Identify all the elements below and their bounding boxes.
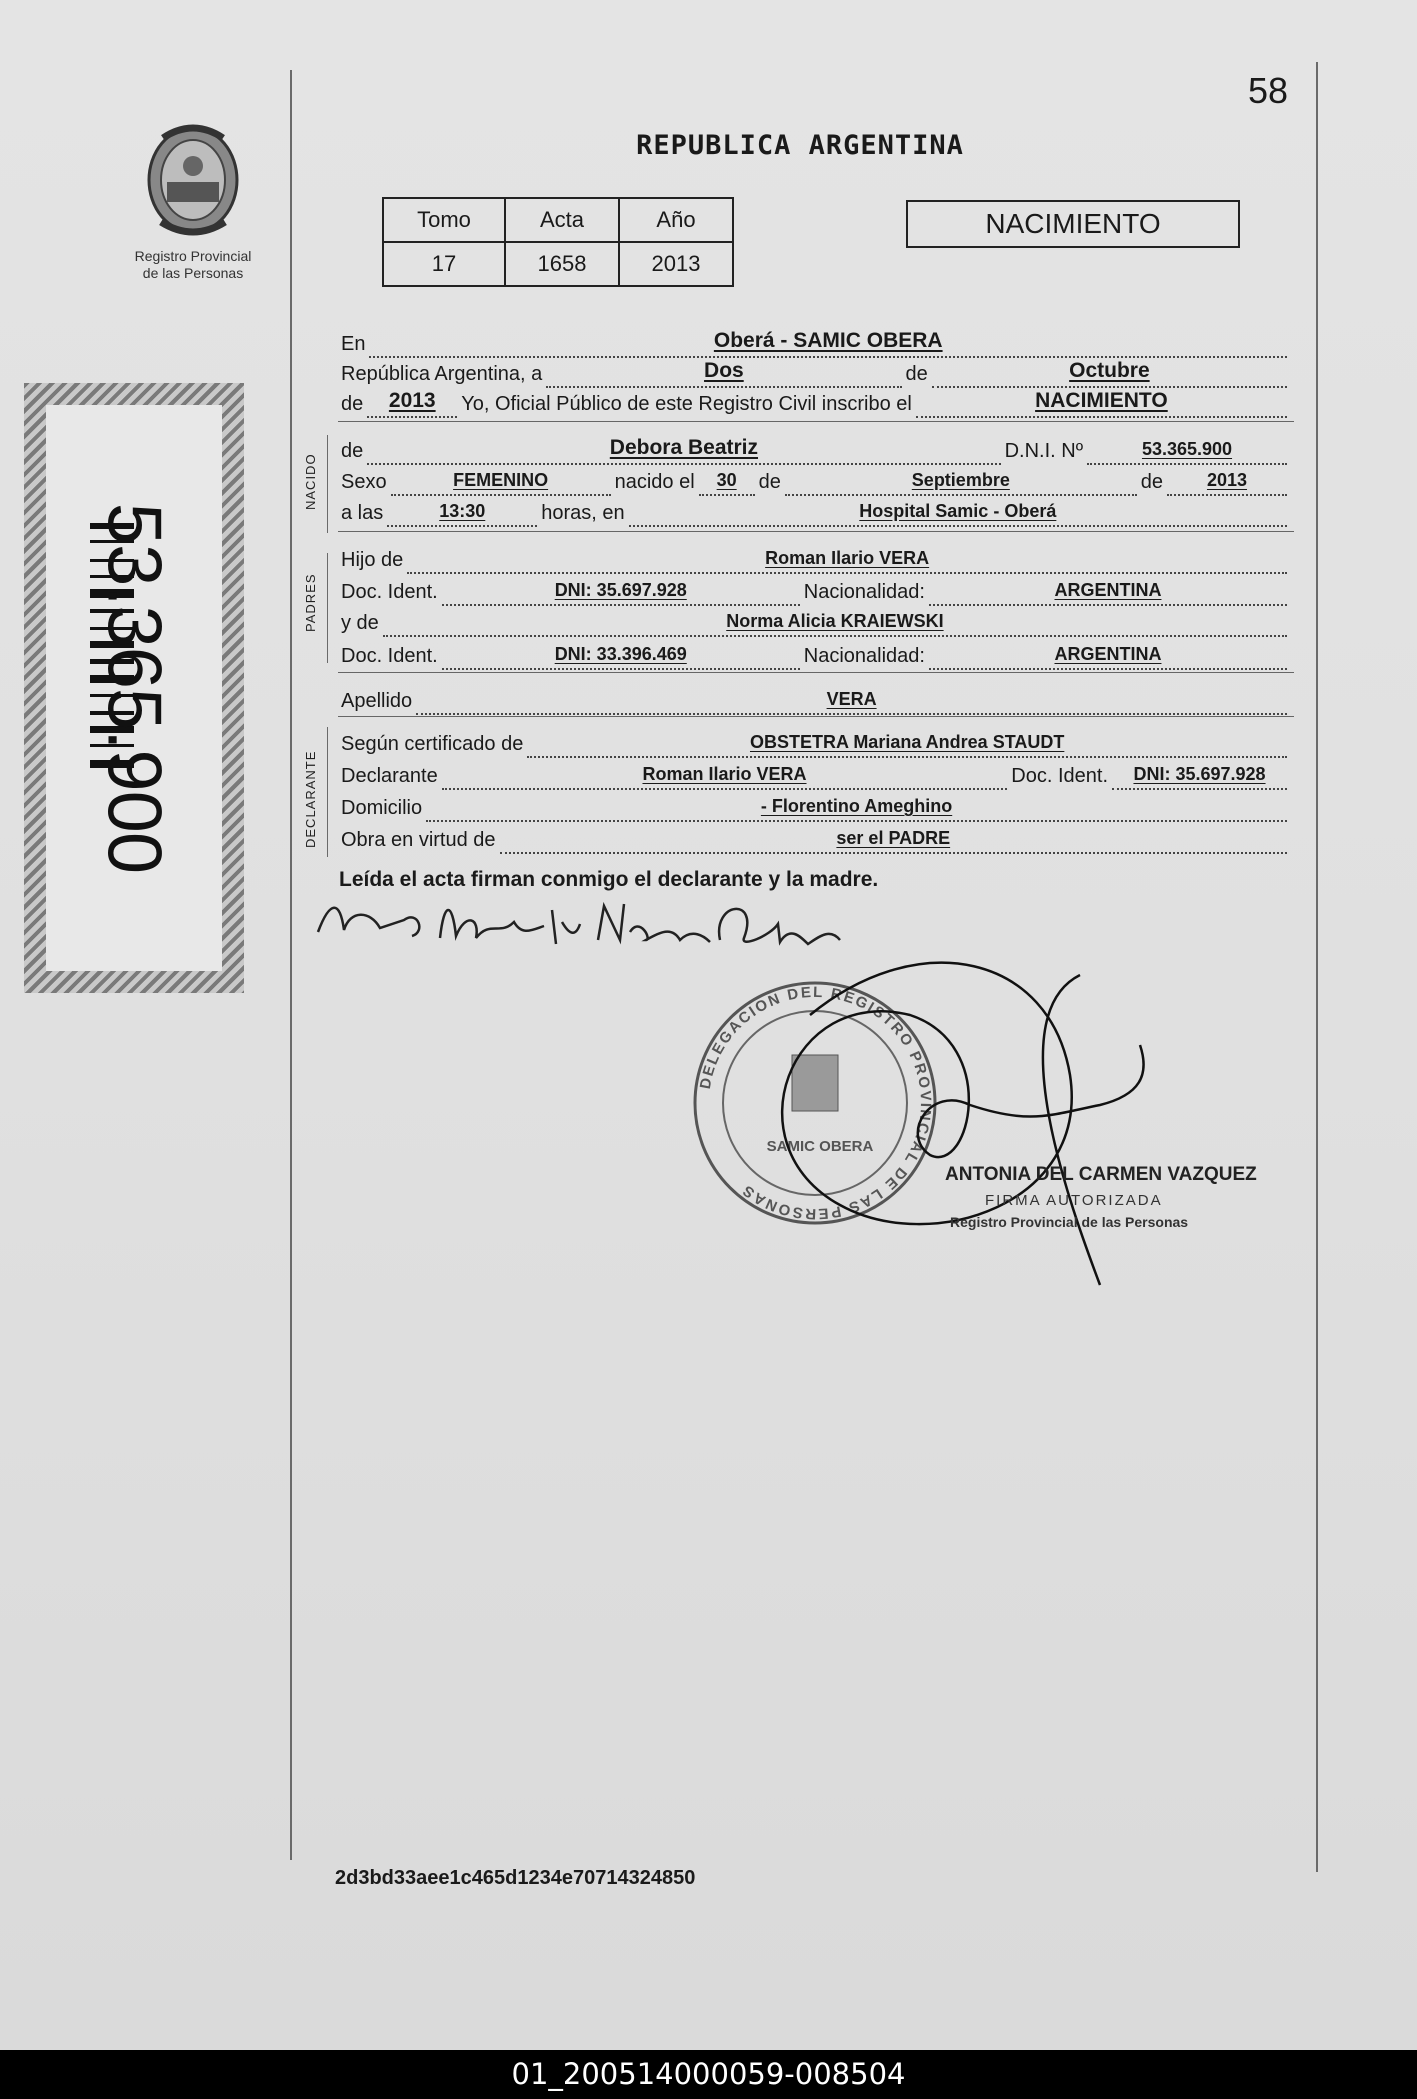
value-birth-month: Septiembre [911, 470, 1010, 490]
official-signature [782, 963, 1143, 1285]
label-republica: República Argentina, a [341, 363, 543, 385]
value-place: Oberá - SAMIC OBERA [713, 329, 943, 352]
row-date [341, 358, 1291, 388]
field-day [546, 360, 901, 388]
label-nacido-el: nacido el [614, 471, 695, 493]
field-father-doc [442, 578, 800, 606]
separator-4 [338, 716, 1294, 717]
document-hash: 2d3bd33aee1c465d1234e70714324850 [335, 1867, 696, 1889]
value-birth-day: 30 [716, 470, 737, 490]
value-mother-name: Norma Alicia KRAIEWSKI [726, 611, 944, 631]
field-child-name [367, 437, 1000, 465]
value-surname: VERA [826, 689, 877, 709]
label-declarante: Declarante [341, 765, 438, 787]
seal-caption-line2: de las Personas [142, 265, 244, 281]
field-sex [391, 468, 611, 496]
value-ano: 2013 [619, 242, 733, 286]
value-birth-place: Hospital Samic - Oberá [859, 501, 1057, 521]
value-birth-time: 13:30 [439, 501, 486, 521]
label-domicilio: Domicilio [341, 797, 423, 819]
value-declarant: Roman Ilario VERA [642, 764, 807, 784]
handwritten-signatures [300, 840, 860, 960]
label-father-nationality: Nacionalidad: [803, 581, 925, 603]
row-sex-birth [341, 466, 1291, 496]
field-domicile [426, 794, 1287, 822]
row-time-place [341, 497, 1291, 527]
value-child-name: Debora Beatriz [609, 436, 759, 459]
field-year [367, 390, 457, 418]
stamp-official-name: ANTONIA DEL CARMEN VAZQUEZ [945, 1164, 1257, 1185]
value-father-nationality: ARGENTINA [1054, 580, 1162, 600]
value-capacity: ser el PADRE [836, 828, 951, 848]
label-declarant-doc: Doc. Ident. [1011, 765, 1108, 787]
page-number: 58 [1248, 70, 1289, 111]
field-mother-name [383, 609, 1287, 637]
label-sexo: Sexo [341, 471, 387, 493]
row-certificate [341, 728, 1291, 758]
closing-statement: Leída el acta firman conmigo el declarante y la madre. [339, 868, 879, 891]
value-day: Dos [704, 359, 744, 382]
field-father-name [407, 546, 1287, 574]
separator-2 [338, 531, 1294, 532]
stamp-ring-text: DELEGACION DEL REGISTRO PROVINCIAL DE LAS PERSONAS [696, 983, 935, 1223]
label-de-month: de [905, 363, 928, 385]
header-acta: Acta [505, 198, 619, 242]
declarante-bracket [327, 727, 328, 857]
section-label-nacido: NACIDO [303, 453, 318, 510]
left-margin-line [290, 70, 292, 1860]
stamp-official-office: Registro Provincial de las Personas [950, 1214, 1189, 1230]
stamp-emblem-icon [792, 1055, 838, 1111]
value-father-name: Roman Ilario VERA [765, 548, 930, 568]
provincial-seal [118, 118, 268, 282]
label-mother-nationality: Nacionalidad: [803, 645, 925, 667]
label-de-birth-year: de [1140, 471, 1163, 493]
label-y-de: y de [341, 612, 379, 634]
value-acta: 1658 [505, 242, 619, 286]
row-surname [341, 685, 1291, 715]
row-father [341, 544, 1291, 574]
right-margin-line [1316, 62, 1318, 1872]
value-declarant-doc: DNI: 35.697.928 [1133, 764, 1266, 784]
stamp-official-role: FIRMA AUTORIZADA [985, 1192, 1163, 1209]
stamp-inner-text: SAMIC OBERA [766, 1138, 874, 1155]
row-mother-doc [341, 640, 1291, 670]
act-type-box: NACIMIENTO [906, 200, 1240, 248]
field-mother-doc [442, 642, 800, 670]
barcode-number: 53.365.900 [91, 502, 177, 874]
value-sex: FEMENINO [453, 470, 549, 490]
row-domicile [341, 792, 1291, 822]
registry-table [382, 197, 734, 287]
row-place [341, 328, 1291, 358]
value-tomo: 17 [383, 242, 505, 286]
field-birth-month [785, 468, 1137, 496]
section-label-padres: PADRES [303, 573, 318, 632]
value-mother-nationality: ARGENTINA [1054, 644, 1162, 664]
field-declarant-doc [1112, 762, 1287, 790]
row-inscription [341, 388, 1291, 418]
registry-value-row [383, 242, 733, 286]
field-birth-place [629, 499, 1287, 527]
header-ano: Año [619, 198, 733, 242]
value-certificate: OBSTETRA Mariana Andrea STAUDT [749, 732, 1065, 752]
label-en: En [341, 333, 366, 355]
header-tomo: Tomo [383, 198, 505, 242]
value-father-doc: DNI: 35.697.928 [554, 580, 687, 600]
value-month: Octubre [1069, 359, 1150, 382]
row-mother [341, 607, 1291, 637]
value-child-dni: 53.365.900 [1141, 439, 1233, 459]
field-surname [416, 687, 1287, 715]
label-segun: Según certificado de [341, 733, 524, 755]
value-mother-doc: DNI: 33.396.469 [554, 644, 687, 664]
seal-emblem-icon [133, 118, 253, 238]
label-hijo-de: Hijo de [341, 549, 404, 571]
registry-header-row [383, 198, 733, 242]
label-a-las: a las [341, 502, 384, 524]
document-title: REPUBLICA ARGENTINA [636, 130, 964, 161]
field-child-dni [1087, 437, 1287, 465]
seal-caption-line1: Registro Provincial [134, 248, 252, 264]
value-birth-year: 2013 [1206, 470, 1248, 490]
seal-caption [118, 248, 268, 282]
field-father-nationality [929, 578, 1287, 606]
label-de-year: de [341, 393, 364, 415]
row-child-name [341, 435, 1291, 465]
field-act [916, 390, 1287, 418]
field-certificate [527, 730, 1287, 758]
field-birth-year [1167, 468, 1287, 496]
footer-identifier: 01_200514000059-008504 [0, 2050, 1417, 2099]
label-apellido: Apellido [341, 690, 413, 712]
section-label-declarante: DECLARANTE [303, 750, 318, 848]
row-father-doc [341, 576, 1291, 606]
field-place [369, 330, 1287, 358]
label-obra: Obra en virtud de [341, 829, 496, 851]
separator-3 [338, 672, 1294, 673]
field-month [932, 360, 1287, 388]
official-stamp [670, 955, 1270, 1295]
padres-bracket [327, 553, 328, 663]
separator-1 [338, 421, 1294, 422]
barcode-label [24, 383, 244, 993]
field-birth-time [387, 499, 537, 527]
row-declarant [341, 760, 1291, 790]
label-inscribe: Yo, Oficial Público de este Registro Civil inscribo el [461, 393, 912, 415]
label-de-child: de [341, 440, 364, 462]
label-mother-doc: Doc. Ident. [341, 645, 438, 667]
label-de-birth-month: de [758, 471, 781, 493]
value-act: NACIMIENTO [1035, 389, 1168, 412]
value-domicile: - Florentino Ameghino [760, 796, 953, 816]
label-horas-en: horas, en [541, 502, 625, 524]
label-father-doc: Doc. Ident. [341, 581, 438, 603]
value-year: 2013 [388, 389, 436, 412]
nacido-bracket [327, 435, 328, 533]
barcode-inner [46, 405, 222, 971]
field-birth-day [699, 468, 755, 496]
field-declarant [442, 762, 1008, 790]
field-mother-nationality [929, 642, 1287, 670]
label-dni: D.N.I. Nº [1004, 440, 1083, 462]
